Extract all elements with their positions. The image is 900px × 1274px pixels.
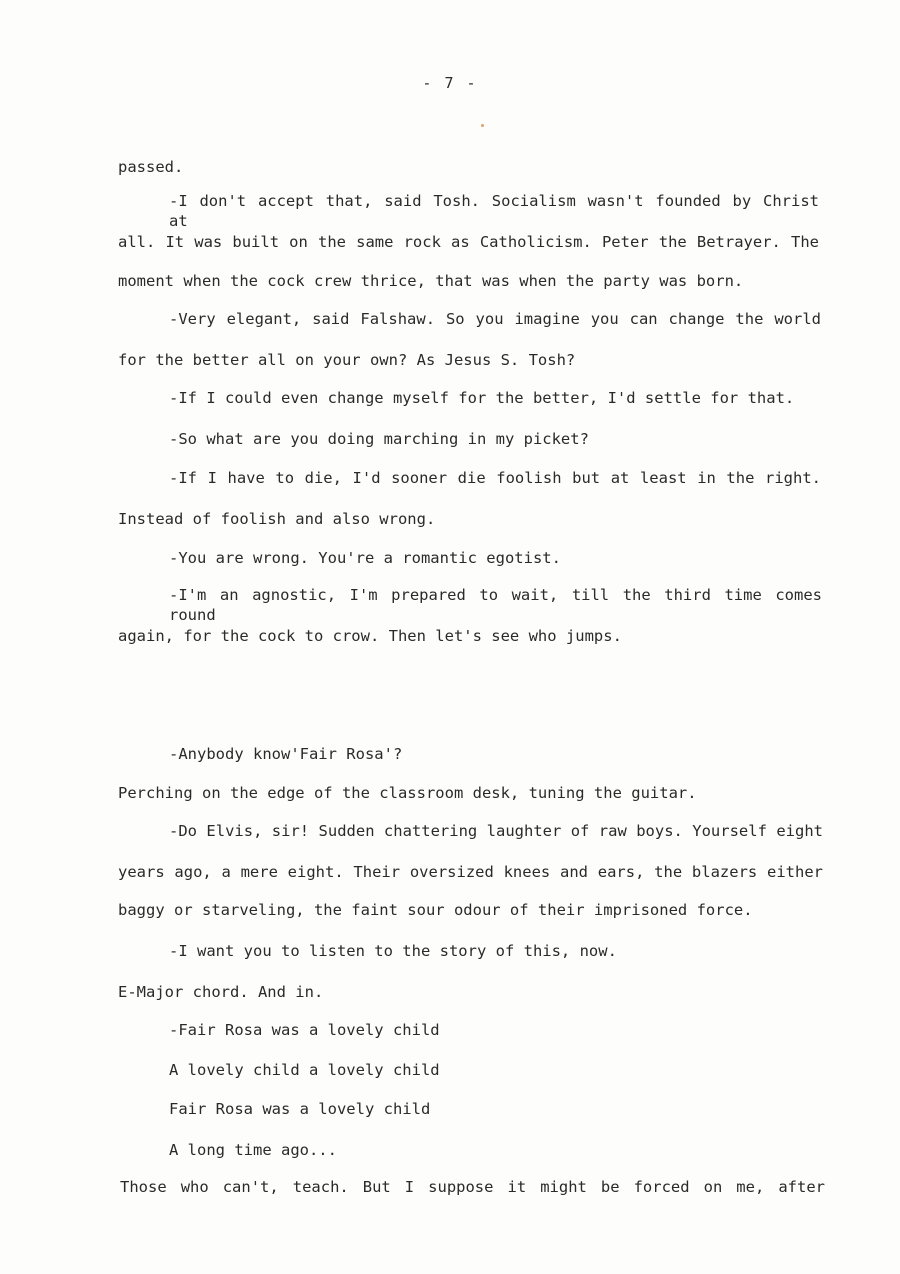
text-line: again, for the cock to crow. Then let's see who jumps. [118, 627, 622, 645]
text-line: -Very elegant, said Falshaw. So you imagine you can change the world [169, 310, 821, 328]
song-line: -Fair Rosa was a lovely child [169, 1021, 440, 1039]
text-line: E-Major chord. And in. [118, 983, 324, 1001]
song-line: A lovely child a lovely child [169, 1061, 440, 1079]
song-line: Fair Rosa was a lovely child [169, 1100, 431, 1118]
text-line: all. It was built on the same rock as Catholicism. Peter the Betrayer. The [118, 233, 819, 251]
text-line: Instead of foolish and also wrong. [118, 510, 436, 528]
song-line: A long time ago... [169, 1141, 337, 1159]
page-number: - 7 - [422, 74, 478, 92]
text-line: -Do Elvis, sir! Sudden chattering laughter of raw boys. Yourself eight [169, 822, 823, 840]
text-line: for the better all on your own? As Jesus S. Tosh? [118, 351, 576, 369]
text-line: Perching on the edge of the classroom desk, tuning the guitar. [118, 784, 697, 802]
text-line: -I want you to listen to the story of this, now. [169, 942, 617, 960]
text-line: -If I have to die, I'd sooner die foolish but at least in the right. [169, 469, 821, 487]
text-line: -I don't accept that, said Tosh. Socialism wasn't founded by Christ at [169, 192, 819, 230]
text-line: -If I could even change myself for the better, I'd settle for that. [169, 389, 795, 407]
text-line: Those who can't, teach. But I suppose it might be forced on me, after [120, 1178, 825, 1196]
text-line: -I'm an agnostic, I'm prepared to wait, till the third time comes round [169, 586, 822, 624]
text-line: -So what are you doing marching in my picket? [169, 430, 589, 448]
text-line: baggy or starveling, the faint sour odour of their imprisoned force. [118, 901, 753, 919]
text-line: passed. [118, 158, 184, 176]
text-line: -Anybody know'Fair Rosa'? [169, 745, 403, 763]
text-line: -You are wrong. You're a romantic egotist. [169, 549, 561, 567]
text-line: moment when the cock crew thrice, that was when the party was born. [118, 272, 744, 290]
text-line: years ago, a mere eight. Their oversized knees and ears, the blazers either [118, 863, 823, 881]
paper-speck [481, 124, 484, 127]
